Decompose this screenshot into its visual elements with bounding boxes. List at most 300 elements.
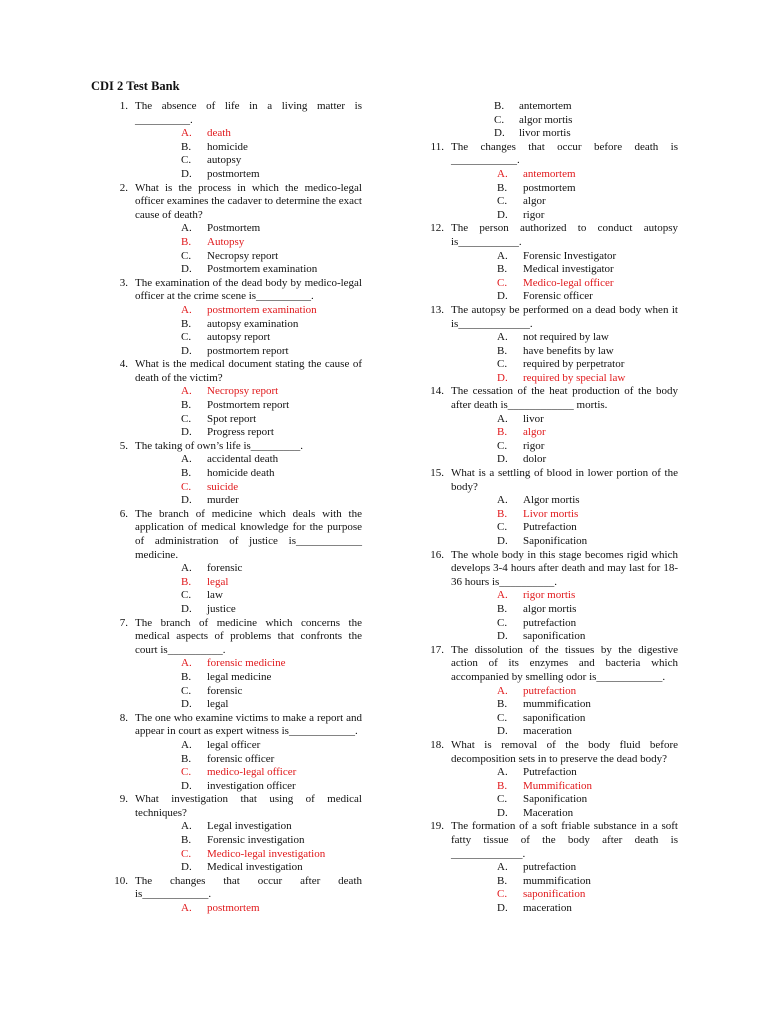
option-letter: D.	[497, 208, 508, 221]
answer-option	[110, 263, 362, 277]
question-block	[426, 385, 678, 467]
option-letter: C.	[181, 847, 192, 860]
option-text: Saponification	[523, 793, 588, 806]
question-block	[426, 222, 678, 304]
options-list	[110, 562, 362, 616]
question-text: The whole body in this stage becomes rigid which develops 3-4 hours after death and may last for 18-36 hours is__________.	[451, 548, 678, 588]
option-letter: D.	[181, 344, 192, 357]
option-text: not required by law	[523, 331, 609, 344]
option-text: Necropsy report	[207, 385, 279, 398]
option-letter: B.	[497, 779, 508, 792]
answer-option	[110, 494, 362, 508]
option-letter: B.	[497, 698, 508, 711]
option-text: dolor	[523, 453, 547, 466]
option-letter: C.	[497, 793, 508, 806]
answer-option	[426, 603, 678, 617]
question-block	[426, 304, 678, 386]
option-text: forensic officer	[207, 752, 275, 765]
option-letter: B.	[497, 874, 508, 887]
option-text: required by special law	[523, 371, 626, 384]
question-block	[110, 182, 362, 277]
option-letter: C.	[494, 113, 505, 126]
option-text: Saponification	[523, 535, 588, 547]
option-letter: D.	[181, 494, 192, 507]
question	[426, 304, 678, 331]
option-text: homicide death	[207, 467, 275, 480]
answer-option	[110, 685, 362, 699]
question-number: 15.	[430, 467, 444, 480]
question-block	[110, 875, 362, 916]
question-number: 7.	[119, 616, 128, 629]
options-list	[426, 494, 678, 548]
answer-option	[426, 861, 678, 875]
answer-option-correct	[426, 168, 678, 182]
option-letter: B.	[181, 399, 192, 412]
question-text: The examination of the dead body by medico-legal officer at the crime scene is__________.	[135, 276, 362, 303]
option-text: legal medicine	[207, 670, 272, 683]
answer-option-correct	[426, 780, 678, 794]
option-letter: A.	[497, 494, 508, 507]
option-text: postmortem report	[207, 344, 289, 357]
option-text: justice	[207, 602, 236, 615]
question-block	[110, 508, 362, 617]
option-text: mummification	[523, 698, 591, 711]
option-text: autopsy examination	[207, 317, 299, 330]
answer-option	[426, 807, 678, 821]
question	[110, 875, 362, 902]
answer-option	[426, 494, 678, 508]
option-text: Medico-legal investigation	[207, 847, 326, 860]
option-text: postmortem	[207, 167, 260, 180]
option-letter: A.	[181, 127, 192, 140]
option-letter: B.	[181, 140, 192, 153]
question-block	[426, 644, 678, 739]
answer-option	[426, 127, 678, 141]
option-text: algor	[523, 426, 546, 439]
answer-option-correct	[426, 685, 678, 699]
answer-option	[110, 753, 362, 767]
option-text: Legal investigation	[207, 820, 292, 833]
question-block	[426, 467, 678, 549]
question-text: The autopsy be performed on a dead body when it is_____________.	[451, 303, 678, 330]
option-letter: C.	[181, 331, 192, 344]
answer-option-correct	[110, 385, 362, 399]
options-list	[110, 127, 362, 181]
option-letter: D.	[497, 902, 508, 915]
answer-option	[110, 318, 362, 332]
question-text: What is a settling of blood in lower portion of the body?	[451, 467, 678, 493]
answer-option-correct	[110, 481, 362, 495]
answer-option	[426, 413, 678, 427]
question-number: 13.	[430, 303, 444, 316]
option-text: antemortem	[519, 100, 572, 112]
question-text: The formation of a soft friable substance in a soft fatty tissue of the body after death is _____________.	[451, 820, 678, 860]
question-block	[426, 820, 678, 915]
option-letter: A.	[497, 412, 508, 425]
option-letter: A.	[181, 222, 192, 235]
option-text: Livor mortis	[523, 507, 579, 520]
question	[110, 277, 362, 304]
option-text: Necropsy report	[207, 249, 279, 262]
option-text: Forensic Investigator	[523, 249, 617, 262]
answer-option	[426, 345, 678, 359]
question-number: 19.	[430, 820, 444, 833]
option-letter: D.	[497, 806, 508, 819]
question	[426, 644, 678, 685]
question-number: 6.	[119, 507, 128, 520]
options-list	[426, 685, 678, 739]
option-text: saponification	[523, 711, 586, 724]
question-number: 10.	[114, 874, 128, 887]
question-block	[426, 739, 678, 821]
option-text: Algor mortis	[523, 494, 580, 507]
option-text: forensic medicine	[207, 657, 286, 670]
option-letter: A.	[497, 249, 508, 262]
option-letter: A.	[497, 331, 508, 344]
option-text: Mummification	[523, 779, 593, 792]
option-letter: B.	[181, 575, 192, 588]
option-text: maceration	[523, 902, 572, 915]
options-list	[110, 222, 362, 276]
option-text: Medical investigation	[207, 861, 303, 874]
answer-option	[426, 114, 678, 128]
question-block	[110, 358, 362, 440]
option-letter: A.	[497, 684, 508, 697]
option-text: maceration	[523, 725, 572, 738]
question	[426, 467, 678, 494]
options-list	[110, 453, 362, 507]
option-text: rigor	[523, 439, 545, 452]
option-text: autopsy	[207, 154, 242, 167]
option-letter: A.	[181, 820, 192, 833]
option-letter: D.	[181, 861, 192, 874]
option-text: homicide	[207, 140, 248, 153]
option-text: mummification	[523, 874, 591, 887]
answer-option-correct	[110, 236, 362, 250]
option-text: murder	[207, 494, 239, 507]
option-text: rigor	[523, 208, 545, 221]
option-text: algor	[523, 195, 546, 208]
option-letter: B.	[181, 670, 192, 683]
answer-option-correct	[426, 277, 678, 291]
question	[110, 508, 362, 562]
answer-option	[110, 141, 362, 155]
option-text: Medico-legal officer	[523, 276, 614, 289]
answer-option	[110, 331, 362, 345]
option-text: accidental death	[207, 453, 279, 466]
question-text: The branch of medicine which concerns the medical aspects of problems that confronts the court is__________.	[135, 616, 362, 656]
page-title: CDI 2 Test Bank	[91, 79, 180, 93]
answer-option	[110, 589, 362, 603]
option-letter: C.	[181, 412, 192, 425]
answer-option	[110, 603, 362, 617]
question-number: 9.	[119, 793, 128, 806]
answer-option	[110, 250, 362, 264]
option-letter: D.	[181, 167, 192, 180]
option-letter: C.	[181, 766, 192, 779]
option-text: legal officer	[207, 738, 261, 751]
right-column	[426, 100, 678, 916]
options-list	[110, 385, 362, 439]
option-letter: A.	[181, 303, 192, 316]
question-block	[110, 100, 362, 182]
option-letter: D.	[497, 535, 508, 547]
answer-option	[426, 630, 678, 644]
question-text: The branch of medicine which deals with the application of medical knowledge for the purpose of administration of justice is____________ medicine.	[135, 507, 362, 561]
option-text: forensic	[207, 562, 243, 575]
question-text: What is the medical document stating the cause of death of the victim?	[135, 358, 362, 384]
options-list	[426, 766, 678, 820]
question	[426, 222, 678, 249]
option-text: postmortem	[207, 902, 260, 915]
answer-option-correct	[110, 304, 362, 318]
question	[426, 549, 678, 590]
option-text: postmortem	[523, 181, 576, 194]
option-letter: D.	[181, 426, 192, 439]
option-letter: D.	[181, 602, 192, 615]
option-letter: C.	[497, 521, 508, 534]
question-block	[110, 617, 362, 712]
question-block	[110, 793, 362, 875]
question-text: The absence of life in a living matter is __________.	[135, 100, 362, 126]
answer-option	[426, 725, 678, 739]
question-block	[110, 440, 362, 508]
option-text: legal	[207, 698, 229, 711]
question-text: The dissolution of the tissues by the digestive action of its enzymes and bacteria which accompanied by smelling odor is____________.	[451, 643, 678, 683]
option-letter: A.	[497, 167, 508, 180]
question-text: The one who examine victims to make a report and appear in court as expert witness is____________.	[135, 711, 362, 738]
option-text: Postmortem report	[207, 399, 290, 412]
option-text: livor	[523, 412, 544, 425]
answer-option	[110, 345, 362, 359]
question-text: What is removal of the body fluid before decomposition sets in to preserve the dead body?	[451, 738, 678, 765]
question-block	[426, 549, 678, 644]
option-text: Maceration	[523, 806, 574, 819]
answer-option-correct	[110, 848, 362, 862]
question-block	[110, 277, 362, 359]
option-letter: A.	[181, 902, 192, 915]
option-text: Putrefaction	[523, 766, 577, 779]
answer-option-correct	[110, 766, 362, 780]
option-letter: C.	[181, 589, 192, 602]
question	[110, 793, 362, 820]
answer-option	[426, 535, 678, 549]
options-list	[426, 861, 678, 915]
option-text: autopsy report	[207, 331, 271, 344]
question-number: 16.	[430, 548, 444, 561]
question	[110, 100, 362, 127]
answer-option	[426, 793, 678, 807]
answer-option-correct	[426, 426, 678, 440]
answer-option	[426, 358, 678, 372]
option-letter: A.	[181, 657, 192, 670]
question-text: What investigation that using of medical techniques?	[135, 793, 362, 819]
option-letter: D.	[497, 371, 508, 384]
options-list	[110, 657, 362, 711]
option-letter: B.	[494, 100, 505, 112]
question-text: The cessation of the heat production of the body after death is____________ mortis.	[451, 385, 678, 412]
option-letter: C.	[181, 154, 192, 167]
answer-option	[426, 209, 678, 223]
answer-option	[426, 521, 678, 535]
question	[110, 712, 362, 739]
option-letter: B.	[181, 317, 192, 330]
option-letter: B.	[181, 834, 192, 847]
question-block	[110, 712, 362, 794]
option-text: postmortem examination	[207, 303, 317, 316]
answer-option	[426, 290, 678, 304]
answer-option	[426, 875, 678, 889]
answer-option	[110, 780, 362, 794]
option-text: Forensic investigation	[207, 834, 305, 847]
option-letter: B.	[181, 235, 192, 248]
answer-option-correct	[110, 576, 362, 590]
left-column	[110, 100, 362, 916]
question	[110, 182, 362, 223]
answer-option	[426, 440, 678, 454]
option-letter: A.	[181, 453, 192, 466]
answer-option	[426, 766, 678, 780]
answer-option	[426, 453, 678, 467]
option-text: required by perpetrator	[523, 358, 625, 371]
option-letter: B.	[497, 181, 508, 194]
option-text: Spot report	[207, 412, 257, 425]
option-letter: D.	[497, 725, 508, 738]
option-text: Autopsy	[207, 235, 245, 248]
question-number: 5.	[119, 439, 128, 452]
option-letter: C.	[497, 195, 508, 208]
answer-option	[426, 250, 678, 264]
option-letter: D.	[181, 698, 192, 711]
option-text: legal	[207, 575, 229, 588]
answer-option	[426, 902, 678, 916]
question-number: 1.	[119, 100, 128, 112]
option-letter: D.	[497, 453, 508, 466]
answer-option	[110, 739, 362, 753]
option-text: putrefaction	[523, 616, 577, 629]
option-letter: C.	[181, 249, 192, 262]
option-letter: B.	[181, 467, 192, 480]
option-text: Forensic officer	[523, 290, 593, 303]
option-text: putrefaction	[523, 861, 577, 874]
options-list	[426, 250, 678, 304]
answer-option	[110, 698, 362, 712]
question-number: 8.	[119, 711, 128, 724]
option-text: antemortem	[523, 167, 576, 180]
option-text: suicide	[207, 480, 239, 493]
answer-option	[426, 698, 678, 712]
option-letter: D.	[494, 127, 505, 140]
option-text: saponification	[523, 888, 586, 901]
option-text: Progress report	[207, 426, 274, 439]
option-letter: A.	[181, 562, 192, 575]
answer-option	[110, 834, 362, 848]
answer-option	[426, 263, 678, 277]
option-letter: C.	[497, 358, 508, 371]
options-list	[426, 413, 678, 467]
answer-option	[110, 861, 362, 875]
question	[426, 739, 678, 766]
option-letter: B.	[497, 602, 508, 615]
question-text: What is the process in which the medico-legal officer examines the cadaver to determine the exact cause of death?	[135, 181, 362, 221]
question	[426, 141, 678, 168]
answer-option	[110, 426, 362, 440]
option-letter: C.	[181, 684, 192, 697]
question-text: The changes that occur before death is ____________.	[451, 140, 678, 167]
option-letter: A.	[181, 738, 192, 751]
option-text: medico-legal officer	[207, 766, 297, 779]
answer-option	[426, 195, 678, 209]
question-text: The taking of own’s life is_________.	[135, 439, 304, 452]
option-letter: B.	[181, 752, 192, 765]
option-letter: B.	[497, 426, 508, 439]
answer-option-correct	[426, 508, 678, 522]
option-letter: B.	[497, 263, 508, 276]
option-letter: A.	[497, 589, 508, 602]
question-number: 2.	[119, 181, 128, 194]
question-text: The person authorized to conduct autopsy is___________.	[451, 222, 678, 248]
option-letter: D.	[497, 290, 508, 303]
question	[110, 440, 362, 454]
option-text: livor mortis	[519, 127, 571, 140]
answer-option	[110, 399, 362, 413]
answer-option-correct	[110, 902, 362, 916]
option-letter: B.	[497, 507, 508, 520]
option-text: algor mortis	[523, 602, 577, 615]
option-text: rigor mortis	[523, 589, 576, 602]
option-text: Putrefaction	[523, 521, 577, 534]
answer-option-correct	[426, 888, 678, 902]
question-number: 4.	[119, 358, 128, 371]
answer-option	[426, 182, 678, 196]
option-text: putrefaction	[523, 684, 577, 697]
option-letter: D.	[181, 779, 192, 792]
option-text: Postmortem	[207, 222, 261, 235]
option-text: algor mortis	[519, 113, 573, 126]
option-letter: A.	[181, 385, 192, 398]
options-list	[110, 902, 362, 916]
options-list	[110, 304, 362, 358]
question	[426, 385, 678, 412]
answer-option	[426, 712, 678, 726]
option-letter: C.	[497, 439, 508, 452]
answer-option	[426, 331, 678, 345]
option-text: saponification	[523, 630, 586, 643]
option-text: forensic	[207, 684, 243, 697]
answer-option-correct	[426, 589, 678, 603]
option-text: law	[207, 589, 223, 602]
answer-option	[110, 467, 362, 481]
answer-option	[426, 617, 678, 631]
answer-option	[110, 562, 362, 576]
option-letter: C.	[497, 616, 508, 629]
answer-option	[110, 168, 362, 182]
answer-option-correct	[110, 127, 362, 141]
question	[110, 617, 362, 658]
question-number: 11.	[430, 140, 444, 153]
question-text: The changes that occur after death is____________.	[135, 874, 362, 901]
option-text: Postmortem examination	[207, 263, 318, 276]
question	[110, 358, 362, 385]
option-text: have benefits by law	[523, 344, 614, 357]
option-letter: D.	[497, 630, 508, 643]
option-letter: C.	[497, 711, 508, 724]
options-list	[426, 331, 678, 385]
option-letter: B.	[497, 344, 508, 357]
question	[426, 820, 678, 861]
answer-option-correct	[110, 657, 362, 671]
options-list	[426, 589, 678, 643]
